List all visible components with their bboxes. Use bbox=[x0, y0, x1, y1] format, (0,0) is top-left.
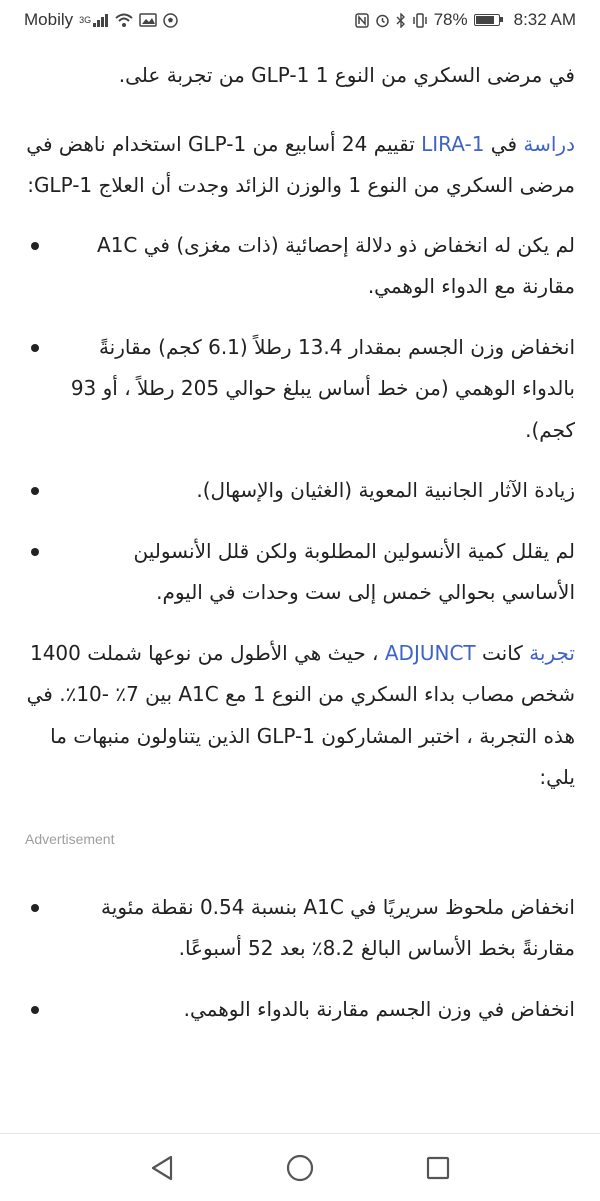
paragraph-adjunct-text-b: ، حيث هي الأطول من نوعها شملت 1400 شخص مصاب بداء السكري من النوع 1 مع A1C بين 7٪ -10٪. في هذه التجربة ، اختبر المشاركون GLP-1 الذين يتناولون منبهات ما يلي: bbox=[26, 640, 575, 789]
nfc-icon bbox=[355, 13, 369, 28]
link-adjunct[interactable]: ADJUNCT bbox=[384, 640, 476, 665]
paragraph-lira-text-a: في bbox=[484, 131, 524, 156]
list-item: لم يكن له انخفاض ذو دلالة إحصائية (ذات مغزى) في A1C مقارنة مع الدواء الوهمي. bbox=[25, 225, 575, 308]
advertisement-label: Advertisement bbox=[25, 830, 115, 847]
home-circle-icon bbox=[286, 1154, 314, 1182]
signal-icon bbox=[93, 13, 109, 27]
paragraph-intro: في مرضى السكري من النوع 1 GLP-1 من تجربة على. bbox=[118, 63, 575, 87]
list-item: انخفاض وزن الجسم بمقدار 13.4 رطلاً (6.1 كجم) مقارنةً بالدواء الوهمي (من خط أساس يبلغ حوالي 205 رطلاً ، أو 93 كجم). bbox=[25, 327, 575, 452]
home-button[interactable] bbox=[280, 1148, 320, 1188]
article-content[interactable] bbox=[0, 40, 600, 1133]
recents-button[interactable] bbox=[418, 1148, 458, 1188]
carrier-name: Mobily bbox=[24, 10, 74, 29]
adjunct-results-list bbox=[25, 887, 575, 1031]
image-notification-icon bbox=[139, 13, 157, 27]
battery-icon bbox=[474, 14, 500, 26]
paragraph-lira-text-b: تقييم 24 أسابيع من GLP-1 استخدام ناهض في مرضى السكري من النوع 1 والوزن الزائد وجدت أن العلاج GLP-1: bbox=[26, 131, 575, 197]
alarm-icon bbox=[375, 13, 390, 28]
list-item: انخفاض في وزن الجسم مقارنة بالدواء الوهمي. bbox=[25, 989, 575, 1031]
status-right bbox=[355, 10, 576, 30]
paragraph-adjunct-text-a: كانت bbox=[475, 640, 530, 665]
battery-percent: 78% bbox=[433, 10, 468, 29]
status-left bbox=[24, 10, 178, 30]
soccer-ball-icon bbox=[163, 13, 178, 28]
link-study[interactable]: دراسة bbox=[523, 131, 575, 156]
back-triangle-icon bbox=[150, 1155, 174, 1181]
clock: 8:32 AM bbox=[513, 10, 576, 29]
network-type: 3G bbox=[79, 15, 92, 25]
paragraph-adjunct bbox=[25, 633, 575, 799]
recents-square-icon bbox=[426, 1156, 450, 1180]
link-trial[interactable]: تجربة bbox=[529, 640, 575, 665]
vibrate-icon bbox=[412, 13, 428, 28]
list-item: انخفاض ملحوظ سريريًا في A1C بنسبة 0.54 نقطة مئوية مقارنةً بخط الأساس البالغ 8.2٪ بعد 52 أسبوعًا. bbox=[25, 887, 575, 970]
paragraph-lira bbox=[25, 124, 575, 207]
list-item: زيادة الآثار الجانبية المعوية (الغثيان والإسهال). bbox=[25, 470, 575, 512]
list-item: لم يقلل كمية الأنسولين المطلوبة ولكن قلل الأنسولين الأساسي بحوالي خمس إلى ست وحدات في اليوم. bbox=[25, 531, 575, 614]
battery-fill bbox=[476, 16, 495, 24]
navigation-bar bbox=[0, 1133, 600, 1201]
lira-results-list bbox=[25, 225, 575, 614]
status-bar bbox=[0, 0, 600, 40]
wifi-icon bbox=[115, 13, 133, 27]
advertisement-slot[interactable] bbox=[25, 849, 575, 887]
back-button[interactable] bbox=[142, 1148, 182, 1188]
link-lira-1[interactable]: LIRA-1 bbox=[421, 131, 485, 156]
bluetooth-icon bbox=[396, 13, 406, 28]
